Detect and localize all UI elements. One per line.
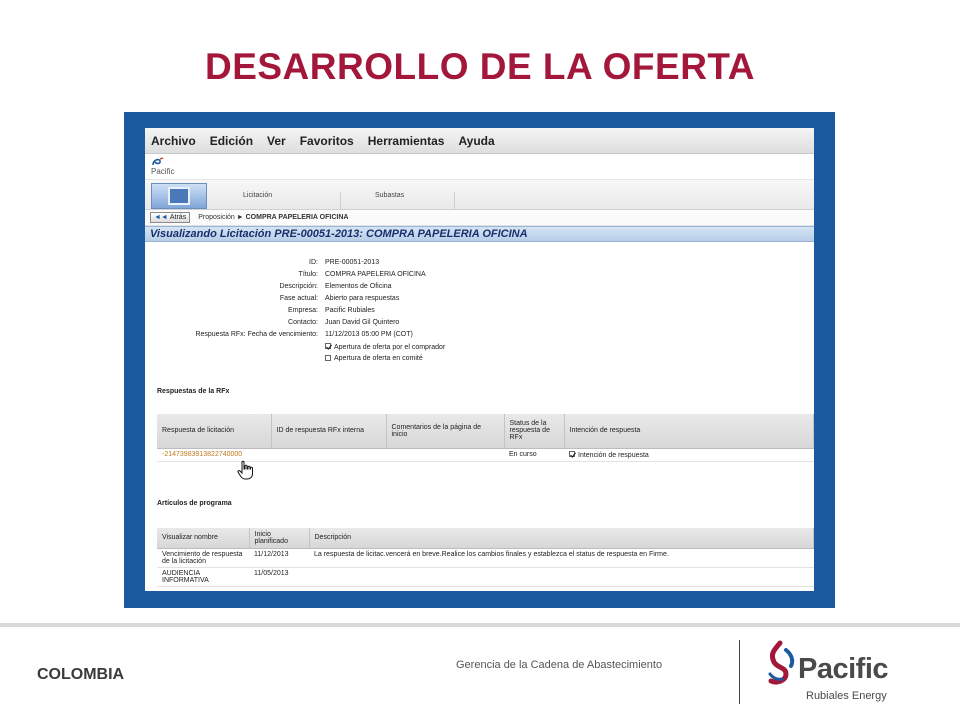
menu-ver[interactable]: Ver bbox=[267, 133, 286, 148]
browser-menubar bbox=[145, 128, 814, 154]
breadcrumb-current: COMPRA PAPELERIA OFICINA bbox=[245, 214, 349, 221]
status-cell: En curso bbox=[504, 448, 564, 461]
detail-label: Respuesta RFx: Fecha de vencimiento: bbox=[195, 331, 318, 338]
detail-row bbox=[145, 306, 814, 318]
column-header[interactable]: Comentarios de la página de inicio bbox=[386, 414, 504, 448]
responses-table bbox=[157, 414, 814, 462]
hand-cursor-icon bbox=[237, 460, 253, 480]
footer-department: Gerencia de la Cadena de Abastecimiento bbox=[456, 659, 663, 671]
column-header[interactable]: Respuesta de licitación bbox=[157, 414, 271, 448]
menu-archivo[interactable]: Archivo bbox=[151, 133, 196, 148]
column-header[interactable]: Descripción bbox=[309, 528, 814, 548]
checkbox-opening-committee[interactable] bbox=[325, 355, 331, 361]
checkbox-item bbox=[325, 355, 423, 362]
program-date-cell: 11/05/2013 bbox=[249, 567, 309, 586]
brand-subtitle: Rubiales Energy bbox=[806, 690, 887, 702]
menu-herramientas[interactable]: Herramientas bbox=[367, 133, 445, 148]
tab-subastas[interactable]: Subastas bbox=[375, 192, 455, 209]
comments-cell bbox=[386, 448, 504, 461]
column-header[interactable]: Visualizar nombre bbox=[157, 528, 249, 548]
program-table bbox=[157, 528, 814, 587]
slide-title: DESARROLLO DE LA OFERTA bbox=[204, 46, 756, 87]
detail-row bbox=[145, 294, 814, 306]
detail-value: Elementos de Oficina bbox=[325, 283, 392, 290]
breadcrumb bbox=[145, 210, 814, 226]
program-description-cell: La respuesta de licitac.vencerá en breve.Realice los cambios finales y establezca el status de respuesta en Firme. bbox=[309, 548, 814, 567]
tender-details bbox=[145, 258, 814, 366]
menu-edicion[interactable]: Edición bbox=[209, 133, 254, 148]
checkbox-item bbox=[325, 343, 445, 351]
table-row bbox=[157, 548, 814, 567]
intention-label: Intención de respuesta bbox=[578, 451, 649, 459]
column-header[interactable]: Intención de respuesta bbox=[564, 414, 814, 448]
program-description-cell bbox=[309, 567, 814, 586]
detail-label: Descripción: bbox=[279, 283, 318, 290]
browser-window bbox=[145, 128, 814, 591]
program-date-cell: 11/12/2013 bbox=[249, 548, 309, 567]
column-header[interactable]: ID de respuesta RFx interna bbox=[271, 414, 386, 448]
internal-id-cell bbox=[271, 448, 386, 461]
detail-label: ID: bbox=[309, 259, 318, 266]
detail-label: Empresa: bbox=[288, 307, 318, 314]
detail-value: Abierto para respuestas bbox=[325, 295, 400, 302]
pacific-logo-icon bbox=[764, 640, 798, 688]
detail-value: 11/12/2013 05:00 PM (COT) bbox=[325, 331, 413, 338]
brand-name: Pacific bbox=[798, 653, 888, 685]
column-header[interactable]: Status de la respuesta de RFx bbox=[504, 414, 564, 448]
breadcrumb-parent[interactable]: Proposición bbox=[198, 214, 235, 221]
tab-licitacion[interactable]: Licitación bbox=[243, 192, 341, 209]
screenshot-frame bbox=[124, 112, 835, 608]
detail-row bbox=[145, 282, 814, 294]
intention-checkbox[interactable] bbox=[569, 451, 575, 457]
table-header-row bbox=[157, 414, 814, 448]
footer-divider bbox=[0, 623, 960, 627]
breadcrumb-trail bbox=[198, 214, 348, 221]
detail-value: Pacific Rubiales bbox=[325, 307, 375, 314]
detail-row bbox=[145, 270, 814, 282]
checkbox-opening-by-buyer[interactable] bbox=[325, 343, 331, 349]
table-row bbox=[157, 448, 814, 461]
checkbox-row bbox=[145, 342, 814, 354]
home-icon[interactable] bbox=[151, 183, 207, 209]
back-button-label: Atrás bbox=[169, 214, 187, 221]
app-logo bbox=[151, 157, 175, 176]
table-header-row bbox=[157, 528, 814, 548]
program-name-cell: AUDIENCIA INFORMATIVA bbox=[157, 567, 249, 586]
column-header[interactable]: Inicio planificado bbox=[249, 528, 309, 548]
back-arrow-icon: ◄◄ bbox=[154, 214, 168, 221]
responses-section-title: Respuestas de la RFx bbox=[157, 388, 230, 395]
intention-cell bbox=[564, 448, 814, 461]
app-header bbox=[145, 154, 814, 180]
breadcrumb-separator: ► bbox=[236, 214, 244, 221]
table-row bbox=[157, 567, 814, 586]
footer-vertical-divider bbox=[739, 640, 740, 704]
back-button[interactable] bbox=[150, 212, 190, 223]
footer-country: COLOMBIA bbox=[37, 666, 125, 683]
page-title: Visualizando Licitación PRE-00051-2013: COMPRA PAPELERIA OFICINA bbox=[145, 226, 814, 242]
app-tabs bbox=[145, 180, 814, 210]
response-link[interactable]: -21473983913822740000 bbox=[157, 448, 271, 461]
detail-value: COMPRA PAPELERIA OFICINA bbox=[325, 271, 426, 278]
menu-favoritos[interactable]: Favoritos bbox=[299, 133, 354, 148]
detail-label: Contacto: bbox=[288, 319, 318, 326]
detail-row bbox=[145, 318, 814, 330]
app-logo-text: Pacific bbox=[151, 167, 175, 176]
detail-value: Juan David Gil Quintero bbox=[325, 319, 400, 326]
detail-value: PRE-00051-2013 bbox=[325, 259, 380, 266]
detail-label: Fase actual: bbox=[279, 295, 318, 302]
detail-row bbox=[145, 330, 814, 342]
menu-ayuda[interactable]: Ayuda bbox=[458, 133, 495, 148]
program-section-title: Artículos de programa bbox=[157, 500, 232, 507]
checkbox-label: Apertura de oferta en comité bbox=[334, 355, 423, 362]
checkbox-row bbox=[145, 354, 814, 366]
detail-row bbox=[145, 258, 814, 270]
program-name-cell: Vencimiento de respuesta de la licitación bbox=[157, 548, 249, 567]
detail-label: Título: bbox=[298, 271, 318, 278]
checkbox-label: Apertura de oferta por el comprador bbox=[334, 344, 446, 351]
